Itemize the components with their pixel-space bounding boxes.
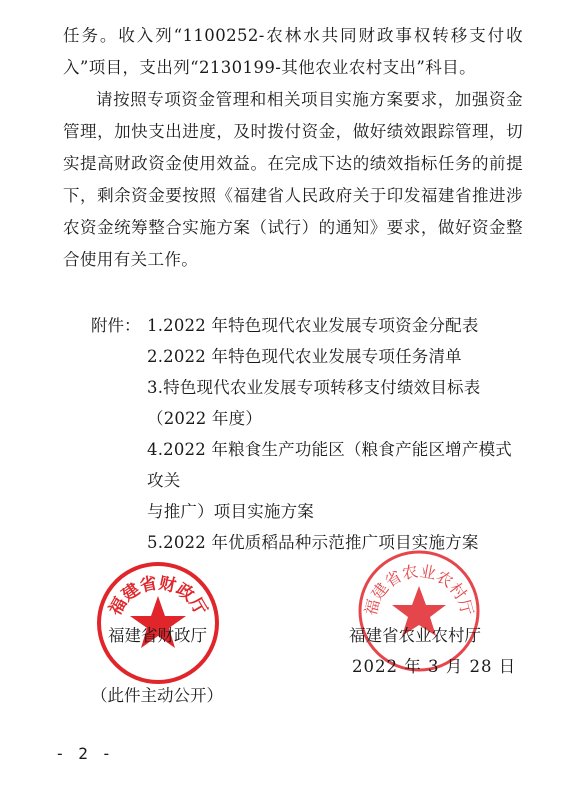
attachment-item: 3.特色现代农业发展专项转移支付绩效目标表 — [147, 378, 481, 397]
attachments-label: 附件： — [91, 316, 141, 335]
attachment-item: 1.2022 年特色现代农业发展专项资金分配表 — [147, 316, 479, 335]
paragraph-budget-accounts: 任务。收入列“1100252-农林水共同财政事权转移支付收入”项目，支出列“2130199-其他农业农村支出”科目。 — [63, 26, 523, 77]
public-disclosure-note: （此件主动公开） — [91, 686, 223, 705]
svg-text:福建省农业农村厅: 福建省农业农村厅 — [360, 561, 478, 618]
attachment-item: 4.2022 年粮食生产功能区（粮食产能区增产模式攻关 — [147, 440, 512, 490]
paragraph-management-requirements: 请按照专项资金管理和相关项目实施方案要求，加强资金管理，加快支出进度，及时拨付资金，做好绩效跟踪管理，切实提高财政资金使用效益。在完成下达的绩效指标任务的前提下，剩余资金要按照《福建省人民政府关于印发福建省推进涉农资金统筹整合实施方案（试行）的通知》要求，做好资金整合使用有关工作。 — [63, 90, 523, 269]
attachment-item: 5.2022 年优质稻品种示范推广项目实施方案 — [147, 533, 479, 552]
attachments-list — [147, 310, 527, 558]
finance-department-seal — [95, 560, 221, 686]
attachment-item: 2.2022 年特色现代农业发展专项任务清单 — [147, 347, 462, 366]
attachment-item-continuation: （2022 年度） — [147, 409, 263, 428]
signatory-finance-department: 福建省财政厅 — [108, 626, 207, 645]
issue-date: 2022 年 3 月 28 日 — [352, 657, 517, 676]
page-number: - 2 - — [55, 744, 114, 763]
svg-text:福建省财政厅: 福建省财政厅 — [105, 573, 211, 620]
attachment-item-continuation: 与推广）项目实施方案 — [147, 502, 314, 521]
signatory-agriculture-department: 福建省农业农村厅 — [349, 626, 481, 645]
